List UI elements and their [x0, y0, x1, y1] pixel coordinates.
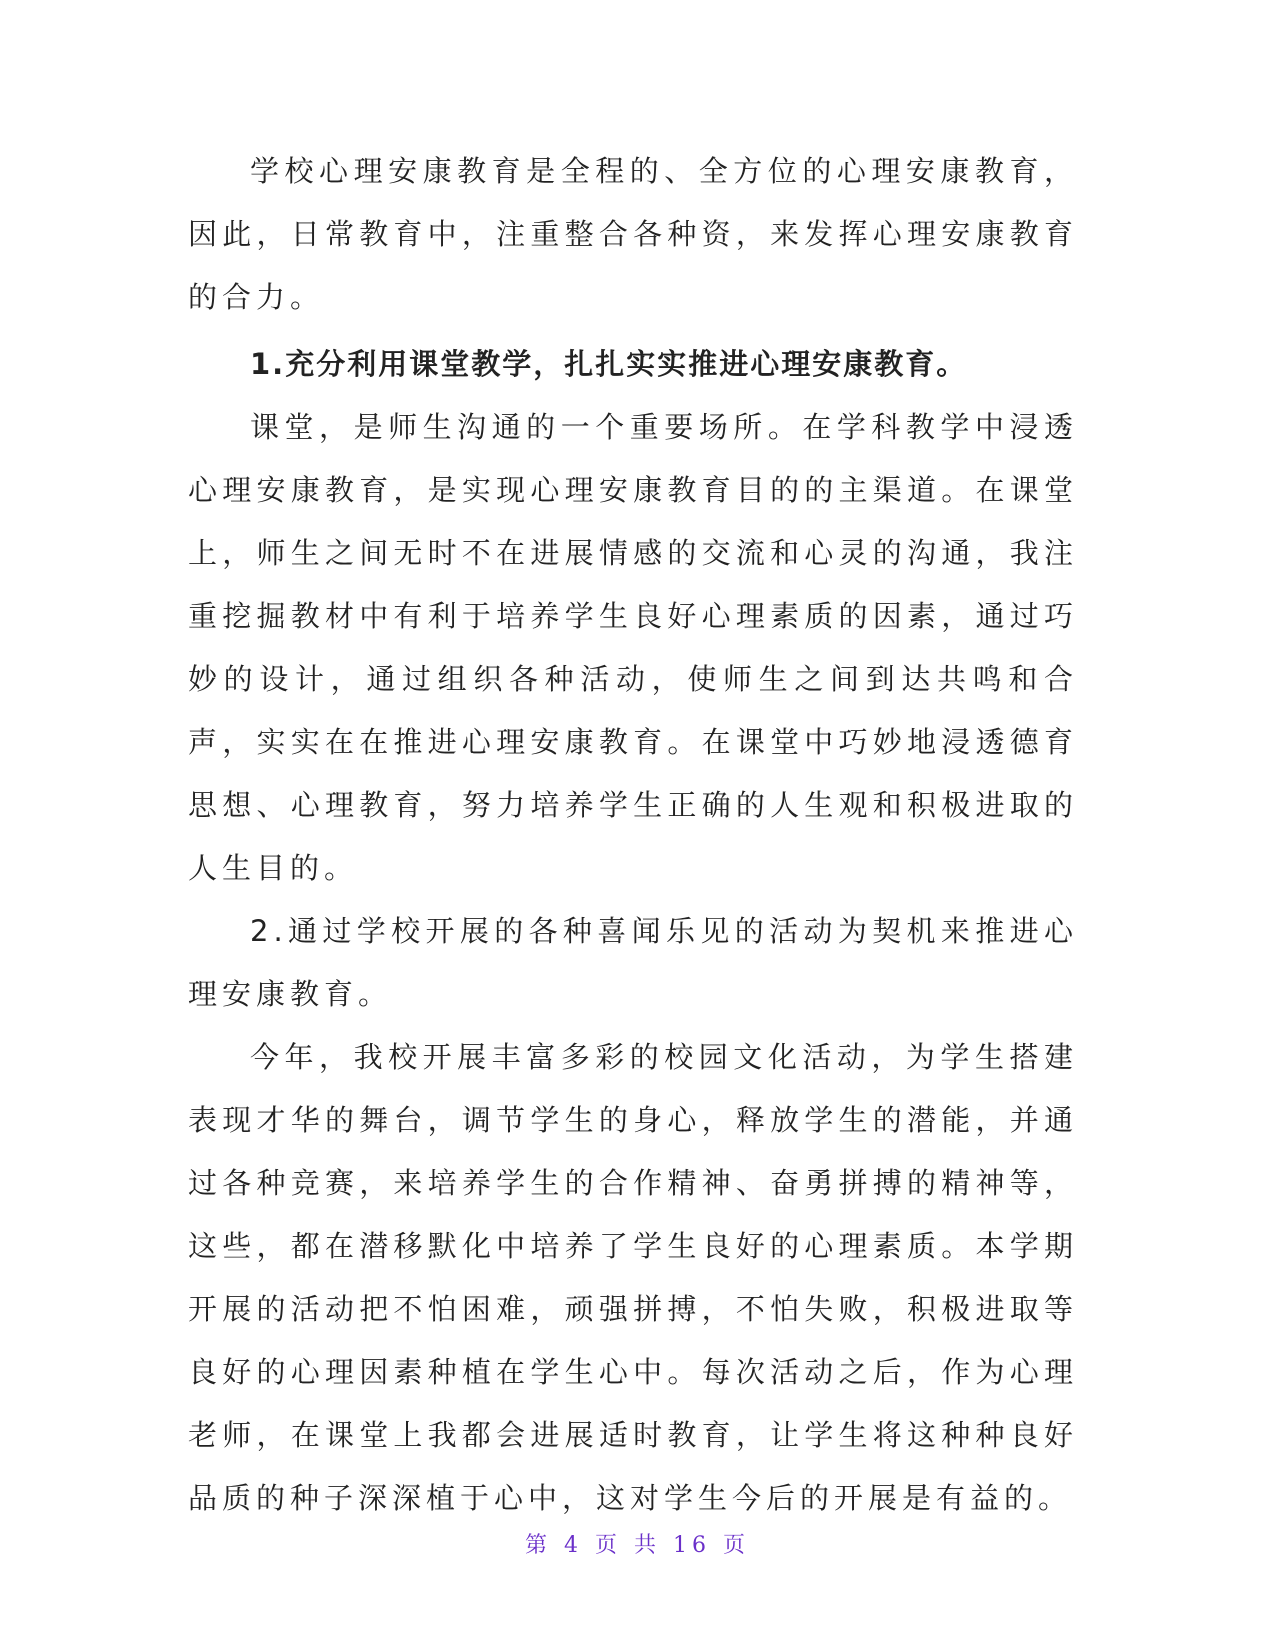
paragraph-intro: 学校心理安康教育是全程的、全方位的心理安康教育，因此，日常教育中，注重整合各种资，来发挥心理安康教育的合力。	[188, 154, 1078, 314]
section-heading-1: 1.充分利用课堂教学，扎扎实实推进心理安康教育。	[250, 347, 968, 381]
document-body	[188, 140, 1078, 1530]
paragraph-classroom: 课堂，是师生沟通的一个重要场所。在学科教学中浸透心理安康教育，是实现心理安康教育目的的主渠道。在课堂上，师生之间无时不在进展情感的交流和心灵的沟通，我注重挖掘教材中有利于培养学生良好心理素质的因素，通过巧妙的设计，通过组织各种活动，使师生之间到达共鸣和合声，实实在在推进心理安康教育。在课堂中巧妙地浸透德育思想、心理教育，努力培养学生正确的人生观和积极进取的人生目的。	[188, 410, 1078, 885]
page-number-footer: 第 4 页 共 16 页	[525, 1533, 750, 1558]
section-heading-2: 2.通过学校开展的各种喜闻乐见的活动为契机来推进心理安康教育。	[188, 914, 1078, 1011]
paragraph-activities: 今年，我校开展丰富多彩的校园文化活动，为学生搭建表现才华的舞台，调节学生的身心，释放学生的潜能，并通过各种竞赛，来培养学生的合作精神、奋勇拼搏的精神等，这些，都在潜移默化中培养了学生良好的心理素质。本学期开展的活动把不怕困难，顽强拼搏，不怕失败，积极进取等良好的心理因素种植在学生心中。每次活动之后，作为心理老师，在课堂上我都会进展适时教育，让学生将这种种良好品质的种子深深植于心中，这对学生今后的开展是有益的。	[188, 1040, 1078, 1515]
